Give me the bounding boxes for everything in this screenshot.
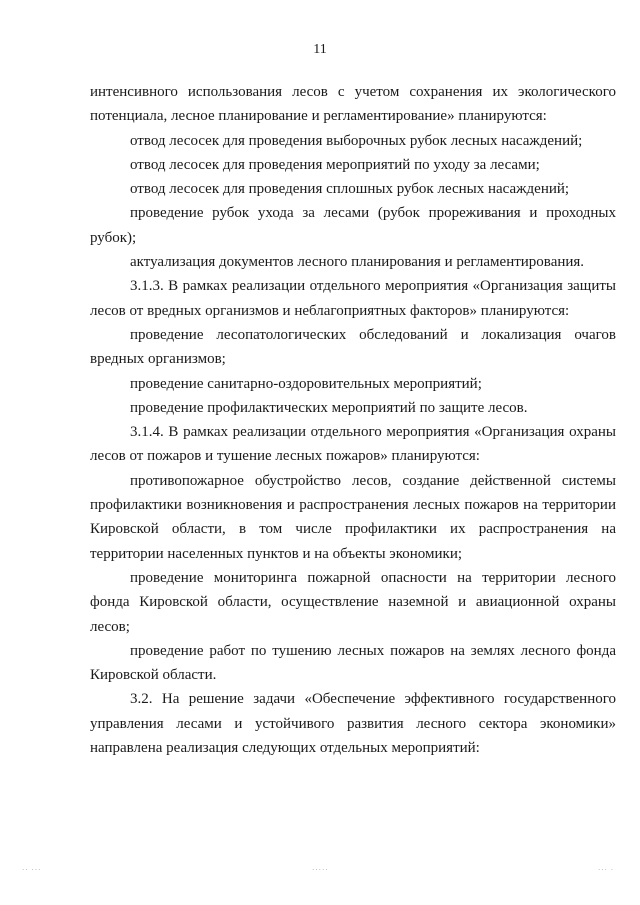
list-item-fire-monitoring: проведение мониторинга пожарной опасности на территории лесного фонда Кировской области, осуществление наземной и авиационной охраны лесов; bbox=[90, 569, 616, 635]
list-item-fire-fighting: проведение работ по тушению лесных пожаров на землях лесного фонда Кировской области. bbox=[90, 642, 616, 684]
list-item-selective-felling: отвод лесосек для проведения выборочных рубок лесных насаждений; bbox=[130, 132, 583, 149]
list-item-fire-prevention: противопожарное обустройство лесов, создание действенной системы профилактики возникновения и распространения лесных пожаров на территории Кировской области, в том числе профилактики их распространения на территории населенных пунктов и на объекты экономики; bbox=[90, 472, 616, 562]
scan-artifacts bbox=[0, 866, 640, 876]
section-3-1-4: 3.1.4. В рамках реализации отдельного мероприятия «Организация охраны лесов от пожаров и тушение лесных пожаров» планируются: bbox=[90, 424, 616, 465]
list-item-forest-care: отвод лесосек для проведения мероприятий по уходу за лесами; bbox=[130, 156, 540, 173]
list-item-thinning: проведение рубок ухода за лесами (рубок прореживания и проходных рубок); bbox=[90, 205, 616, 246]
section-3-1-3: 3.1.3. В рамках реализации отдельного мероприятия «Организация защиты лесов от вредных организмов и неблагоприятных факторов» планируются: bbox=[90, 278, 616, 319]
scan-mark: ·· ··· bbox=[22, 866, 42, 874]
list-item-pathology-surveys: проведение лесопатологических обследований и локализация очагов вредных организмов; bbox=[90, 326, 616, 368]
scan-mark: ····· bbox=[312, 866, 329, 874]
section-3-2: 3.2. На решение задачи «Обеспечение эффективного государственного управления лесами и устойчивого развития лесного сектора экономики» направлена реализация следующих отдельных мероприятий: bbox=[90, 691, 616, 757]
list-item-clear-felling: отвод лесосек для проведения сплошных рубок лесных насаждений; bbox=[130, 181, 570, 198]
list-item-preventive-measures: проведение профилактических мероприятий по защите лесов. bbox=[130, 399, 528, 416]
page-number: 11 bbox=[313, 42, 327, 57]
list-item-sanitary-measures: проведение санитарно-оздоровительных мероприятий; bbox=[130, 375, 482, 392]
list-item-planning-update: актуализация документов лесного планирования и регламентирования. bbox=[130, 254, 585, 271]
scan-mark: ··· · bbox=[598, 866, 615, 874]
document-body bbox=[90, 80, 616, 760]
paragraph-intro-continuation: интенсивного использования лесов с учетом сохранения их экологического потенциала, лесное планирование и регламентирование» планируются: bbox=[90, 84, 616, 125]
